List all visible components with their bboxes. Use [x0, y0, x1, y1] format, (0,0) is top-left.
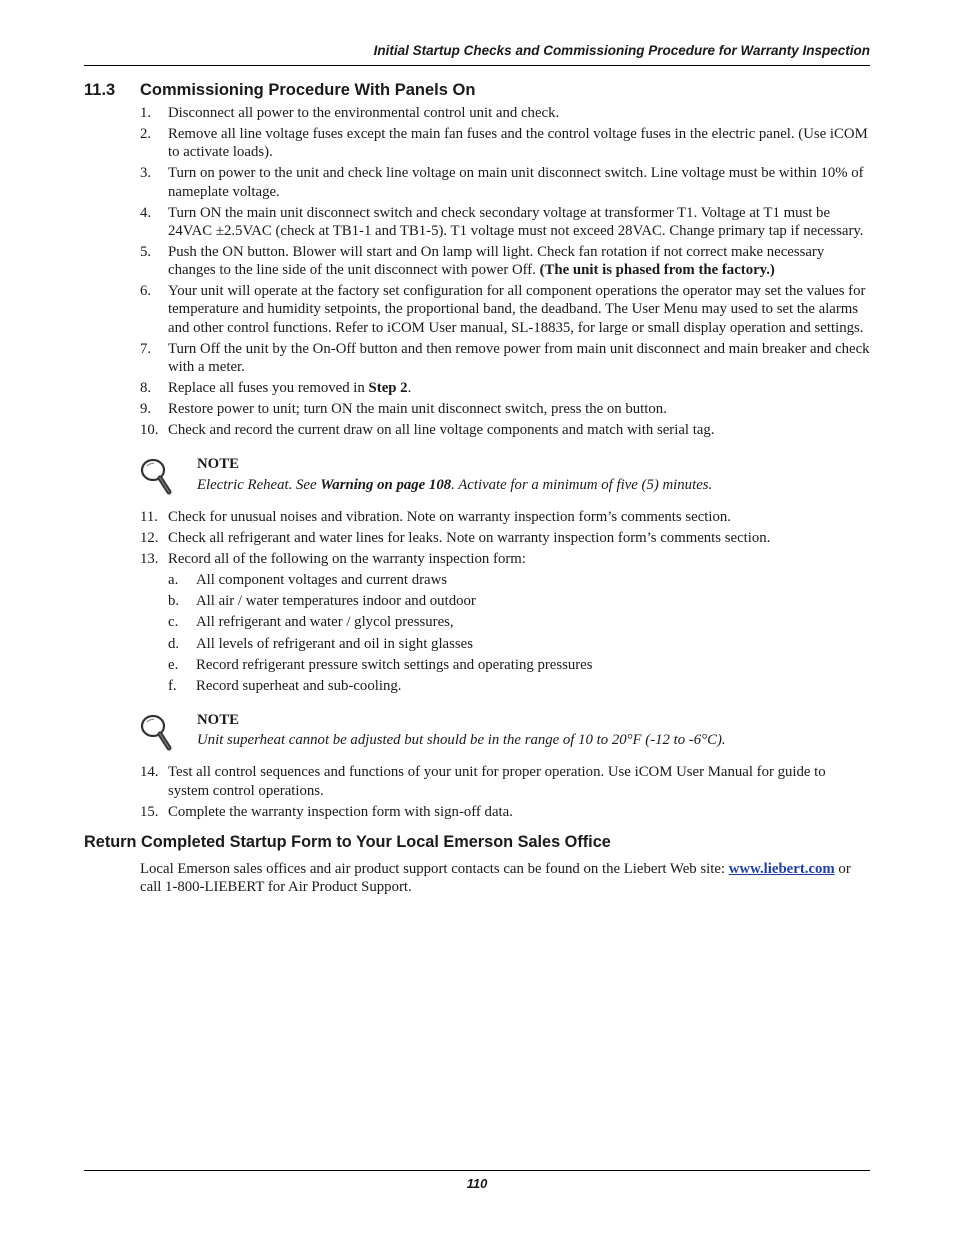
step-number: 13.: [140, 551, 159, 568]
step-text: Test all control sequences and functions of your unit for proper operation. Use iCOM User Manual for guide to system control operations.: [168, 764, 826, 799]
step-number: 12.: [140, 529, 159, 546]
step-text-after: .: [407, 380, 412, 397]
list-item: [140, 550, 870, 695]
sub-list: [168, 571, 870, 695]
list-item: [140, 529, 870, 547]
step-text: Disconnect all power to the environmental control unit and check.: [168, 105, 560, 121]
note-box: [140, 455, 870, 493]
list-item: [140, 803, 870, 821]
step-number: 7.: [140, 340, 152, 357]
step-number: 3.: [140, 165, 152, 182]
sub-list-item: [168, 635, 870, 653]
note-box: [140, 711, 870, 749]
list-item: [140, 379, 870, 397]
sub-item-text: All levels of refrigerant and oil in sight glasses: [196, 635, 473, 652]
step-number: 10.: [140, 422, 159, 439]
sub-item-letter: c.: [168, 614, 179, 631]
step-bold-text: (The unit is phased from the factory.): [539, 262, 775, 279]
sub-item-text: All component voltages and current draws: [196, 572, 448, 589]
list-item: [140, 204, 870, 240]
step-number: 15.: [140, 803, 159, 820]
sub-item-text: All refrigerant and water / glycol pressures,: [196, 614, 454, 631]
footer-rule: [84, 1170, 870, 1171]
paragraph-text: Local Emerson sales offices and air product support contacts can be found on the Liebert Web site:: [140, 860, 729, 877]
list-item: [140, 400, 870, 418]
step-number: 2.: [140, 126, 152, 143]
step-text: Turn ON the main unit disconnect switch and check secondary voltage at transformer T1. Voltage at T1 must be 24VAC ±2.5VAC (check at TB1-1 and TB1-5). T1 voltage must not exceed 28VAC. Change primary tap if necessary.: [168, 204, 864, 239]
list-item: [140, 421, 870, 439]
list-item: [140, 125, 870, 161]
liebert-website-link[interactable]: www.liebert.com: [728, 860, 835, 877]
page-number: 110: [466, 1176, 488, 1191]
step-text: Check and record the current draw on all line voltage components and match with serial tag.: [168, 422, 715, 439]
step-number: 5.: [140, 243, 152, 260]
step-number: 4.: [140, 204, 152, 221]
steps-list-1: [140, 104, 870, 439]
return-form-heading: Return Completed Startup Form to Your Local Emerson Sales Office: [84, 832, 611, 851]
step-text: Record all of the following on the warranty inspection form:: [168, 551, 526, 568]
steps-list-3: [140, 763, 870, 821]
list-item: [140, 164, 870, 200]
step-text: Turn Off the unit by the On-Off button and then remove power from main unit disconnect and main breaker and check with a meter.: [168, 340, 870, 375]
step-text: Turn on power to the unit and check line voltage on main unit disconnect switch. Line voltage must be within 10% of nameplate voltage.: [168, 165, 864, 200]
list-item: [140, 340, 870, 376]
note-body: Unit superheat cannot be adjusted but should be in the range of 10 to 20°F (-12 to -6°C).: [197, 732, 726, 749]
sub-list-item: [168, 656, 870, 674]
main-content: [84, 104, 870, 896]
header-rule: [84, 65, 870, 66]
sub-item-letter: a.: [168, 572, 179, 589]
step-number: 6.: [140, 283, 152, 300]
sub-list-item: [168, 592, 870, 610]
sub-item-letter: d.: [168, 635, 180, 652]
list-item: [140, 104, 870, 122]
sub-item-text: All air / water temperatures indoor and outdoor: [196, 593, 476, 610]
note-text: . Activate for a minimum of five (5) minutes.: [451, 476, 713, 493]
note-label: NOTE: [197, 711, 239, 728]
list-item: [140, 508, 870, 526]
step-text: Your unit will operate at the factory set configuration for all component operations the operator may set the values for temperature and humidity setpoints, the proportional band, the deadband. The User Menu may used to set the alarms and other control functions. Refer to iCOM User manual, SL-18835, for large or small display operation and settings.: [168, 283, 866, 336]
step-text: Push the ON button. Blower will start and On lamp will light. Check fan rotation if not correct make necessary changes to the line side of the unit disconnect with power Off.: [168, 243, 825, 279]
step-text: Restore power to unit; turn ON the main unit disconnect switch, press the on button.: [168, 401, 667, 418]
step-number: 9.: [140, 401, 152, 418]
note-text: Electric Reheat. See: [197, 476, 321, 493]
magnifying-glass-icon: [138, 713, 174, 753]
note-label: NOTE: [197, 456, 239, 473]
step-bold-text: Step 2: [368, 380, 408, 397]
section-heading: [84, 79, 475, 101]
running-header: Initial Startup Checks and Commissioning Procedure for Warranty Inspection: [373, 43, 870, 58]
list-item: [140, 763, 870, 799]
sub-list-item: [168, 613, 870, 631]
step-text: Remove all line voltage fuses except the main fan fuses and the control voltage fuses in the electric panel. (Use iCOM to activate loads).: [168, 126, 868, 161]
step-text: Complete the warranty inspection form with sign-off data.: [168, 803, 513, 820]
paragraph-text: or call 1-800-LIEBERT for Air Product Support.: [140, 860, 851, 896]
list-item: [140, 282, 870, 337]
sub-item-letter: e.: [168, 656, 179, 673]
sub-item-text: Record refrigerant pressure switch settings and operating pressures: [196, 656, 593, 673]
section-title: Commissioning Procedure With Panels On: [140, 81, 476, 99]
list-item: [140, 243, 870, 279]
note-body: [197, 476, 870, 494]
step-number: 8.: [140, 380, 152, 397]
sub-item-letter: f.: [168, 677, 177, 694]
steps-list-2: [140, 508, 870, 695]
sub-list-item: [168, 677, 870, 695]
step-number: 14.: [140, 764, 159, 781]
section-number: 11.3: [84, 81, 116, 99]
step-text: Check all refrigerant and water lines for leaks. Note on warranty inspection form’s comments section.: [168, 529, 771, 546]
sub-item-letter: b.: [168, 593, 180, 610]
step-number: 11.: [140, 508, 158, 525]
step-number: 1.: [140, 105, 152, 121]
sub-item-text: Record superheat and sub-cooling.: [196, 677, 402, 694]
note-reference: Warning on page 108: [320, 476, 452, 493]
contact-paragraph: [140, 860, 870, 896]
magnifying-glass-icon: [138, 457, 174, 497]
step-text: Check for unusual noises and vibration. Note on warranty inspection form’s comments section.: [168, 508, 731, 525]
sub-list-item: [168, 571, 870, 589]
step-text: Replace all fuses you removed in: [168, 380, 369, 397]
